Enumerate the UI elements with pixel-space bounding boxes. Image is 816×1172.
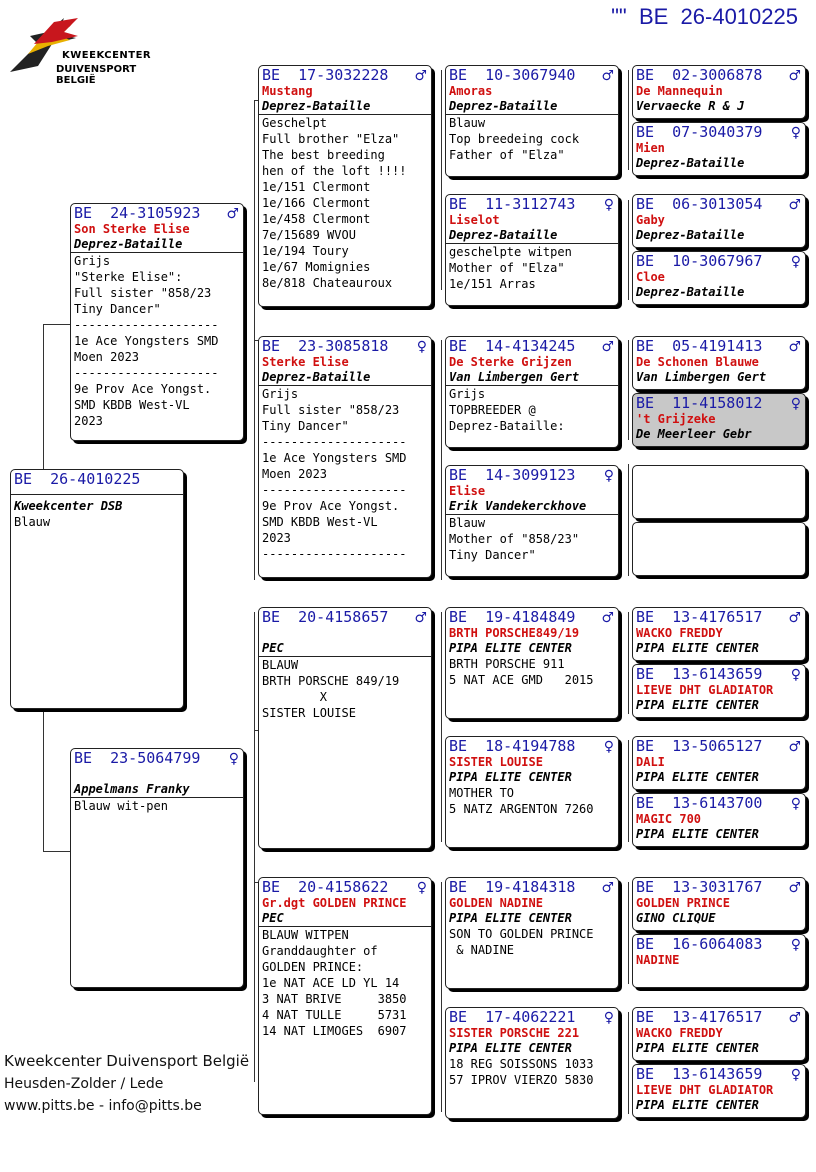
- pigeon-name: 't Grijzeke: [636, 412, 716, 426]
- detail-line: Blauw: [449, 116, 486, 130]
- ring-number: BE 13-4176517: [636, 1008, 763, 1026]
- connector: [628, 882, 629, 984]
- owner: Vervaecke R & J: [636, 99, 745, 113]
- pedigree-card-mmf[interactable]: [445, 877, 619, 989]
- ring-number: BE 23-5064799: [74, 749, 201, 767]
- detail-line: 7e/15689 WVOU: [262, 228, 356, 242]
- pigeon-name: Son Sterke Elise: [74, 222, 190, 236]
- female-icon: ♀: [603, 739, 614, 755]
- detail-line: 8e/818 Chateauroux: [262, 276, 393, 290]
- owner: Erik Vandekerckhove: [446, 499, 618, 515]
- ring-number: BE 13-6143659: [636, 665, 763, 683]
- ring-number: BE 10-3067940: [449, 66, 576, 84]
- owner: PIPA ELITE CENTER: [449, 770, 572, 784]
- ring-number: BE 11-3112743: [449, 195, 576, 213]
- pigeon-name: Gr.dgt GOLDEN PRINCE: [262, 896, 407, 910]
- female-icon: ♀: [416, 880, 427, 896]
- connector: [254, 612, 255, 1082]
- female-icon: ♀: [790, 254, 801, 270]
- detail-line: GOLDEN PRINCE:: [262, 960, 364, 974]
- female-icon: ♀: [790, 796, 801, 812]
- detail-line: Full sister "858/23: [74, 286, 212, 300]
- detail-line: 2023: [74, 414, 103, 428]
- logo-line2: DUIVENSPORT BELGIË: [56, 64, 137, 86]
- male-icon: ♂: [788, 339, 801, 355]
- pigeon-name: SISTER LOUISE: [449, 755, 543, 769]
- detail-line: Mother of "858/23": [449, 532, 580, 546]
- owner: Deprez-Bataille: [446, 228, 618, 244]
- ring-number: BE 06-3013054: [636, 195, 763, 213]
- female-icon: ♀: [790, 1067, 801, 1083]
- pedigree-card-g8-empty[interactable]: [632, 522, 806, 576]
- detail-line: Blauw: [14, 515, 51, 529]
- ring-number: BE 20-4158622: [262, 878, 389, 896]
- ring-number: BE 05-4191413: [636, 337, 763, 355]
- owner: PIPA ELITE CENTER: [636, 1041, 759, 1055]
- pedigree-card-subject[interactable]: [10, 469, 184, 709]
- male-icon: ♂: [788, 610, 801, 626]
- detail-line: Blauw wit-pen: [74, 799, 168, 813]
- detail-line: Father of "Elza": [449, 148, 565, 162]
- detail-line: Granddaughter of: [262, 944, 378, 958]
- detail-line: X: [262, 690, 328, 704]
- pedigree-card-g9[interactable]: [632, 607, 806, 661]
- detail-line: SISTER LOUISE: [262, 706, 356, 720]
- detail-line: 1e/67 Momignies: [262, 260, 371, 274]
- owner: PIPA ELITE CENTER: [449, 911, 572, 925]
- male-icon: ♂: [226, 206, 239, 222]
- pigeon-name: MAGIC 700: [636, 812, 702, 826]
- owner: Deprez-Bataille: [636, 228, 745, 242]
- connector: [441, 612, 442, 842]
- detail-line: TOPBREEDER @: [449, 403, 536, 417]
- ring-number: BE 16-6064083: [636, 935, 763, 953]
- pedigree-card-mmm[interactable]: [445, 1007, 619, 1119]
- ring-number: BE 26-4010225: [14, 470, 141, 488]
- female-icon: ♀: [790, 396, 801, 412]
- pigeon-name: Gaby: [636, 213, 665, 227]
- detail-line: 1e/166 Clermont: [262, 196, 371, 210]
- ring-number: BE 14-4134245: [449, 337, 576, 355]
- pedigree-card-fm[interactable]: [258, 336, 432, 578]
- detail-line: 9e Prov Ace Yongst.: [74, 382, 212, 396]
- female-icon: ♀: [416, 339, 427, 355]
- male-icon: ♂: [788, 1010, 801, 1026]
- pedigree-card-fff[interactable]: [445, 65, 619, 177]
- pigeon-name: Elise: [449, 484, 486, 498]
- detail-line: Grijs: [449, 387, 486, 401]
- detail-line: Grijs: [262, 387, 299, 401]
- connector: [628, 612, 629, 714]
- pigeon-name: [71, 767, 243, 782]
- pedigree-card-mother[interactable]: [70, 748, 244, 988]
- pigeon-name: De Mannequin: [636, 84, 723, 98]
- ring-number: BE 10-3067967: [636, 252, 763, 270]
- male-icon: ♂: [601, 880, 614, 896]
- ring-number: BE 20-4158657: [262, 608, 389, 626]
- female-icon: ♀: [790, 667, 801, 683]
- connector: [43, 324, 44, 470]
- pedigree-card-g6[interactable]: [632, 393, 806, 447]
- pigeon-name: BRTH PORSCHE849/19: [449, 626, 580, 640]
- detail-line: Full sister "858/23: [262, 403, 400, 417]
- detail-line: --------------------: [262, 483, 407, 497]
- detail-line: 1e/458 Clermont: [262, 212, 371, 226]
- owner: Deprez-Bataille: [446, 99, 618, 115]
- owner: PIPA ELITE CENTER: [636, 827, 759, 841]
- male-icon: ♂: [601, 610, 614, 626]
- pigeon-name: GOLDEN PRINCE: [636, 896, 730, 910]
- detail-line: 1e/151 Clermont: [262, 180, 371, 194]
- owner: PIPA ELITE CENTER: [636, 1098, 759, 1112]
- pedigree-card-g10[interactable]: [632, 664, 806, 718]
- male-icon: ♂: [414, 68, 427, 84]
- connector: [441, 70, 442, 290]
- detail-line: Moen 2023: [262, 467, 328, 481]
- connector: [441, 882, 442, 1112]
- detail-line: BRTH PORSCHE 849/19: [262, 674, 400, 688]
- pedigree-card-g16[interactable]: [632, 1064, 806, 1118]
- pigeon-name: [259, 626, 431, 641]
- detail-line: 1e NAT ACE LD YL 14: [262, 976, 400, 990]
- detail-line: hen of the loft !!!!: [262, 164, 407, 178]
- ring-number: BE 02-3006878: [636, 66, 763, 84]
- detail-line: Tiny Dancer": [74, 302, 161, 316]
- owner: Kweekcenter DSB: [14, 499, 123, 513]
- logo: [8, 14, 178, 86]
- ring-number: BE 17-4062221: [449, 1008, 576, 1026]
- ring-number: BE 18-4194788: [449, 737, 576, 755]
- footer-name: Kweekcenter Duivensport België: [4, 1052, 250, 1070]
- detail-line: Tiny Dancer": [449, 548, 536, 562]
- detail-line: MOTHER TO: [449, 786, 515, 800]
- owner: PEC: [259, 911, 431, 927]
- owner: [11, 488, 183, 495]
- detail-line: & NADINE: [449, 943, 515, 957]
- pedigree-card-g5[interactable]: [632, 336, 806, 390]
- owner: Deprez-Bataille: [71, 237, 243, 253]
- pigeon-name: DALI: [636, 755, 665, 769]
- ring-number: BE 13-5065127: [636, 737, 763, 755]
- footer-contact[interactable]: www.pitts.be - info@pitts.be: [4, 1098, 202, 1114]
- owner: Deprez-Bataille: [636, 156, 745, 170]
- pedigree-card-g1[interactable]: [632, 65, 806, 119]
- ring-number: BE 24-3105923: [74, 204, 201, 222]
- female-icon: ♀: [228, 751, 239, 767]
- pedigree-card-mfm[interactable]: [445, 736, 619, 848]
- pigeon-name: LIEVE DHT GLADIATOR: [636, 1083, 774, 1097]
- detail-line: 57 IPROV VIERZO 5830: [449, 1073, 594, 1087]
- owner: PIPA ELITE CENTER: [636, 698, 759, 712]
- male-icon: ♂: [788, 880, 801, 896]
- male-icon: ♂: [788, 68, 801, 84]
- pedigree-card-fmm[interactable]: [445, 465, 619, 577]
- ring-number: BE 13-6143700: [636, 794, 763, 812]
- detail-line: BLAUW: [262, 658, 299, 672]
- detail-line: "Sterke Elise":: [74, 270, 183, 284]
- detail-line: SMD KBDB West-VL: [262, 515, 378, 529]
- owner: Van Limbergen Gert: [636, 370, 767, 384]
- connector: [43, 324, 71, 325]
- pigeon-name: WACKO FREDDY: [636, 626, 723, 640]
- detail-line: 3 NAT BRIVE 3850: [262, 992, 407, 1006]
- owner: PIPA ELITE CENTER: [449, 1041, 572, 1055]
- pigeon-name: WACKO FREDDY: [636, 1026, 723, 1040]
- detail-line: Mother of "Elza": [449, 261, 565, 275]
- pigeon-name: NADINE: [636, 953, 680, 967]
- female-icon: ♀: [603, 197, 614, 213]
- owner: PEC: [259, 641, 431, 657]
- logo-line1: KWEEKCENTER: [62, 50, 152, 61]
- detail-line: SON TO GOLDEN PRINCE: [449, 927, 594, 941]
- connector: [628, 340, 629, 440]
- female-icon: ♀: [603, 1010, 614, 1026]
- ring-number: BE 13-4176517: [636, 608, 763, 626]
- connector: [628, 740, 629, 842]
- detail-line: Full brother "Elza": [262, 132, 400, 146]
- ring-number: BE 23-3085818: [262, 337, 389, 355]
- footer-address: Heusden-Zolder / Lede: [4, 1076, 164, 1092]
- female-icon: ♀: [790, 125, 801, 141]
- detail-line: --------------------: [262, 547, 407, 561]
- pedigree-card-mff[interactable]: [445, 607, 619, 719]
- connector: [441, 340, 442, 580]
- pedigree-card-g15[interactable]: [632, 1007, 806, 1061]
- detail-line: Grijs: [74, 254, 111, 268]
- detail-line: 9e Prov Ace Yongst.: [262, 499, 400, 513]
- owner: De Meerleer Gebr: [636, 427, 752, 441]
- detail-line: Geschelpt: [262, 116, 328, 130]
- pigeon-name: SISTER PORSCHE 221: [449, 1026, 580, 1040]
- pigeon-name: GOLDEN NADINE: [449, 896, 543, 910]
- male-icon: ♂: [601, 339, 614, 355]
- pigeon-name: De Sterke Grijzen: [449, 355, 572, 369]
- pedigree-card-g11[interactable]: [632, 736, 806, 790]
- owner: PIPA ELITE CENTER: [449, 641, 572, 655]
- pedigree-card-g13[interactable]: [632, 877, 806, 931]
- detail-line: 5 NATZ ARGENTON 7260: [449, 802, 594, 816]
- pigeon-name: Mustang: [262, 84, 313, 98]
- male-icon: ♂: [601, 68, 614, 84]
- pigeon-name: Sterke Elise: [262, 355, 349, 369]
- pedigree-card-g2[interactable]: [632, 122, 806, 176]
- pigeon-name: LIEVE DHT GLADIATOR: [636, 683, 774, 697]
- pedigree-card-g14[interactable]: [632, 934, 806, 988]
- detail-line: 1e Ace Yongsters SMD: [74, 334, 219, 348]
- detail-line: BLAUW WITPEN: [262, 928, 349, 942]
- ring-number: BE 17-3032228: [262, 66, 389, 84]
- detail-line: 1e/194 Toury: [262, 244, 349, 258]
- ring-number: BE 14-3099123: [449, 466, 576, 484]
- pigeon-name: De Schonen Blauwe: [636, 355, 759, 369]
- pigeon-name: Amoras: [449, 84, 493, 98]
- detail-line: Tiny Dancer": [262, 419, 349, 433]
- detail-line: 2023: [262, 531, 291, 545]
- pedigree-card-g3[interactable]: [632, 194, 806, 248]
- detail-line: 4 NAT TULLE 5731: [262, 1008, 407, 1022]
- owner: PIPA ELITE CENTER: [636, 770, 759, 784]
- detail-line: 1e/151 Arras: [449, 277, 536, 291]
- female-icon: ♀: [790, 937, 801, 953]
- connector: [628, 70, 629, 170]
- pigeon-name: Mien: [636, 141, 665, 155]
- detail-line: 5 NAT ACE GMD 2015: [449, 673, 594, 687]
- pedigree-card-ffm[interactable]: [445, 194, 619, 306]
- pigeon-name: Liselot: [449, 213, 500, 227]
- owner: GINO CLIQUE: [636, 911, 716, 925]
- owner: Deprez-Bataille: [636, 285, 745, 299]
- owner: Deprez-Bataille: [259, 370, 431, 386]
- pigeon-name: Cloe: [636, 270, 665, 284]
- pedigree-card-g7-empty[interactable]: [632, 465, 806, 519]
- page-title-ring: "" BE 26-4010225: [611, 4, 798, 29]
- detail-line: --------------------: [262, 435, 407, 449]
- detail-line: Deprez-Bataille:: [449, 419, 565, 433]
- detail-line: Top breedeing cock: [449, 132, 580, 146]
- pedigree-card-g4[interactable]: [632, 251, 806, 305]
- ring-number: BE 07-3040379: [636, 123, 763, 141]
- detail-line: Blauw: [449, 516, 486, 530]
- owner: Appelmans Franky: [71, 782, 243, 798]
- connector: [43, 851, 71, 852]
- detail-line: BRTH PORSCHE 911: [449, 657, 565, 671]
- pedigree-card-mm[interactable]: [258, 877, 432, 1115]
- female-icon: ♀: [603, 468, 614, 484]
- ring-number: BE 19-4184849: [449, 608, 576, 626]
- detail-line: Moen 2023: [74, 350, 140, 364]
- detail-line: 1e Ace Yongsters SMD: [262, 451, 407, 465]
- detail-line: geschelpte witpen: [449, 245, 572, 259]
- pedigree-card-father[interactable]: [70, 203, 244, 441]
- pedigree-card-mf[interactable]: [258, 607, 432, 849]
- ring-number: BE 13-3031767: [636, 878, 763, 896]
- ring-number: BE 11-4158012: [636, 394, 763, 412]
- connector: [628, 1012, 629, 1114]
- ring-number: BE 19-4184318: [449, 878, 576, 896]
- pedigree-card-ff[interactable]: [258, 65, 432, 307]
- male-icon: ♂: [788, 739, 801, 755]
- connector: [628, 200, 629, 300]
- detail-line: SMD KBDB West-VL: [74, 398, 190, 412]
- pedigree-card-g12[interactable]: [632, 793, 806, 847]
- connector: [43, 712, 44, 852]
- detail-line: 14 NAT LIMOGES 6907: [262, 1024, 407, 1038]
- detail-line: The best breeding: [262, 148, 385, 162]
- owner: Van Limbergen Gert: [446, 370, 618, 386]
- owner: Deprez-Bataille: [259, 99, 431, 115]
- detail-line: 18 REG SOISSONS 1033: [449, 1057, 594, 1071]
- detail-line: --------------------: [74, 366, 219, 380]
- detail-line: --------------------: [74, 318, 219, 332]
- connector: [628, 464, 629, 576]
- pedigree-card-fmf[interactable]: [445, 336, 619, 448]
- male-icon: ♂: [788, 197, 801, 213]
- male-icon: ♂: [414, 610, 427, 626]
- owner: PIPA ELITE CENTER: [636, 641, 759, 655]
- ring-number: BE 13-6143659: [636, 1065, 763, 1083]
